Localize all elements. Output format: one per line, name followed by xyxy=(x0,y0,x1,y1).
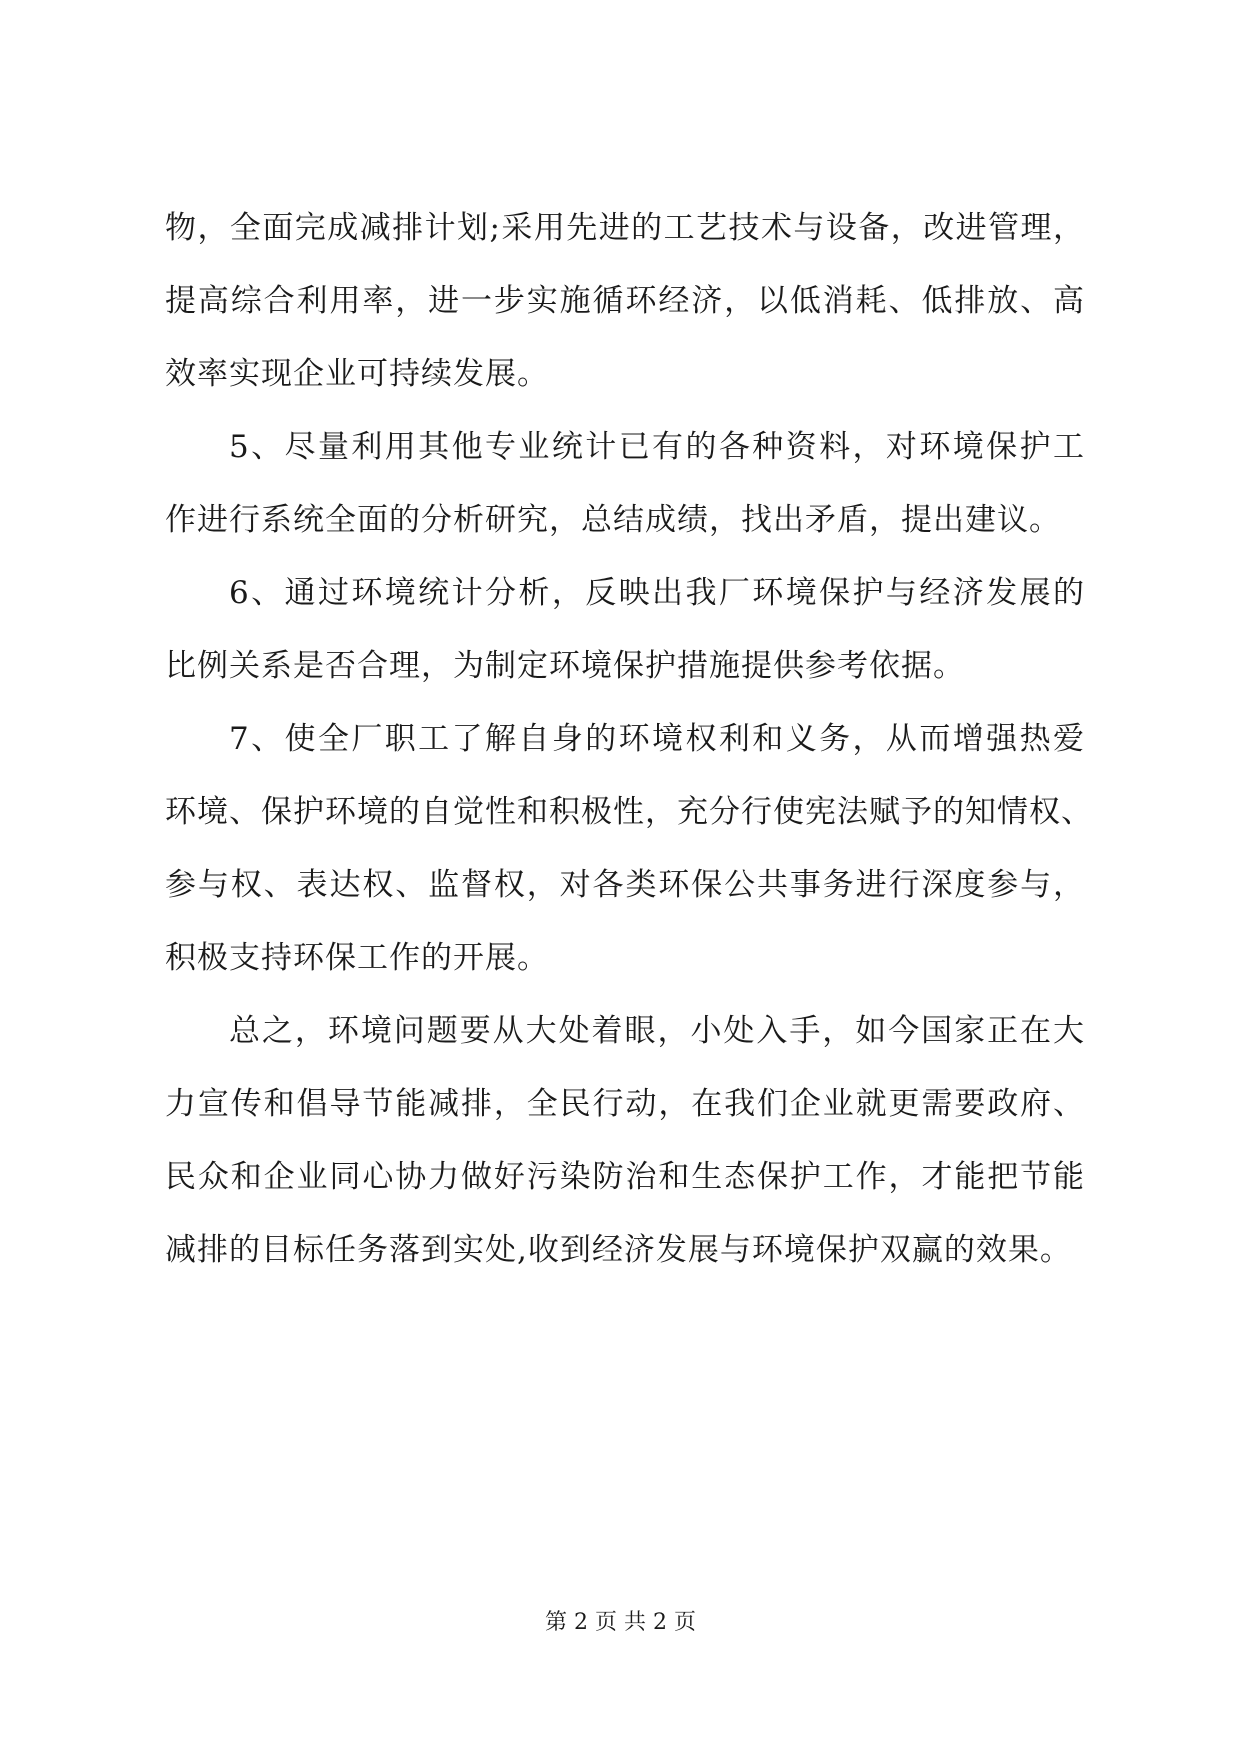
text-line: 物，全面完成减排计划;采用先进的工艺技术与设备，改进管理， xyxy=(165,210,1085,246)
page-footer: 第 2 页 共 2 页 xyxy=(545,1610,696,1635)
text-line: 参与权、表达权、监督权，对各类环保公共事务进行深度参与， xyxy=(165,867,1085,903)
text-line: 减排的目标任务落到实处,收到经济发展与环境保护双赢的效果。 xyxy=(165,1232,1072,1268)
text-line: 效率实现企业可持续发展。 xyxy=(165,356,549,392)
paragraph-6-line: 6、通过环境统计分析，反映出我厂环境保护与经济发展的 xyxy=(229,575,1085,611)
text-line: 积极支持环保工作的开展。 xyxy=(165,940,549,976)
text-line: 环境、保护环境的自觉性和积极性，充分行使宪法赋予的知情权、 xyxy=(165,794,1093,830)
document-body xyxy=(165,203,1093,1298)
summary-paragraph-line: 总之，环境问题要从大处着眼，小处入手，如今国家正在大 xyxy=(229,1013,1085,1049)
paragraph-7-line: 7、使全厂职工了解自身的环境权利和义务，从而增强热爱 xyxy=(229,721,1085,757)
paragraph-5-line: 5、尽量利用其他专业统计已有的各种资料，对环境保护工 xyxy=(229,429,1085,465)
text-line: 比例关系是否合理，为制定环境保护措施提供参考依据。 xyxy=(165,648,965,684)
text-line: 力宣传和倡导节能减排，全民行动，在我们企业就更需要政府、 xyxy=(165,1086,1085,1122)
text-line: 作进行系统全面的分析研究，总结成绩，找出矛盾，提出建议。 xyxy=(165,502,1061,538)
text-line: 提高综合利用率，进一步实施循环经济，以低消耗、低排放、高 xyxy=(165,283,1085,319)
text-line: 民众和企业同心协力做好污染防治和生态保护工作，才能把节能 xyxy=(165,1159,1085,1195)
